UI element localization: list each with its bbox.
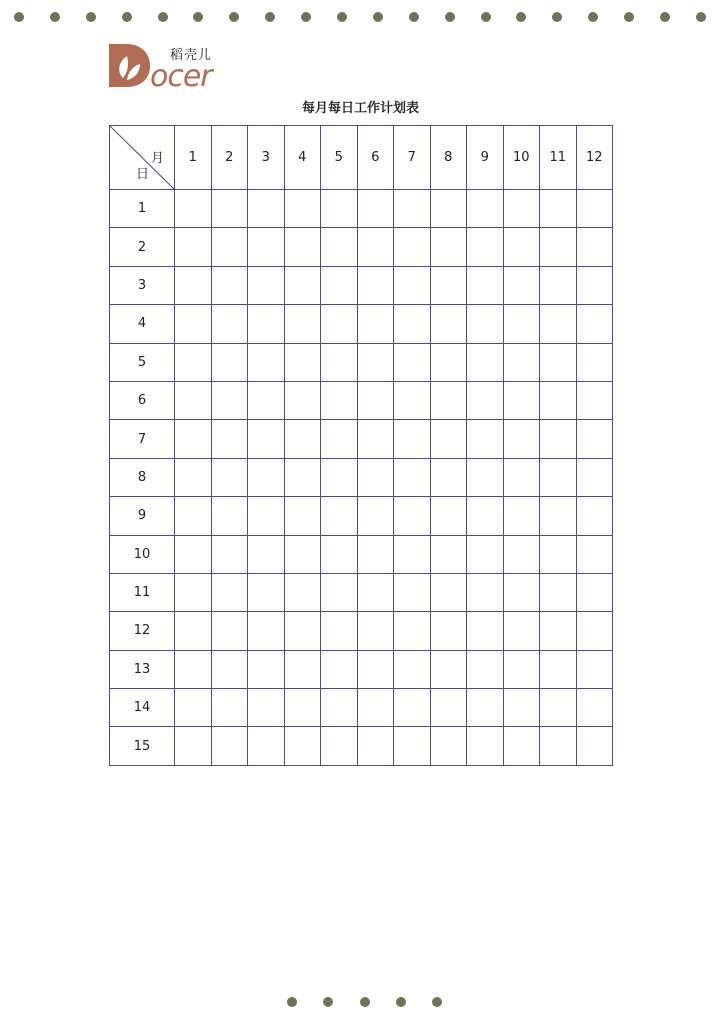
- plan-cell[interactable]: [394, 689, 431, 727]
- plan-cell[interactable]: [284, 343, 321, 381]
- plan-cell[interactable]: [357, 573, 394, 611]
- plan-cell[interactable]: [248, 190, 285, 228]
- plan-cell[interactable]: [211, 573, 248, 611]
- month-header: 9: [467, 126, 504, 190]
- plan-cell[interactable]: [321, 727, 358, 765]
- decorative-dot: [50, 12, 60, 22]
- plan-cell[interactable]: [576, 535, 613, 573]
- decorative-dot: [158, 12, 168, 22]
- month-header: 1: [175, 126, 212, 190]
- plan-cell[interactable]: [576, 381, 613, 419]
- plan-cell[interactable]: [175, 420, 212, 458]
- decorative-dot: [373, 12, 383, 22]
- plan-cell[interactable]: [576, 458, 613, 496]
- day-label: 1: [110, 190, 175, 228]
- bottom-dot-border: [287, 997, 442, 1007]
- plan-cell[interactable]: [394, 535, 431, 573]
- plan-cell[interactable]: [175, 266, 212, 304]
- plan-cell[interactable]: [394, 190, 431, 228]
- month-header: 11: [540, 126, 577, 190]
- plan-cell[interactable]: [576, 305, 613, 343]
- table-row: [110, 228, 613, 266]
- plan-cell[interactable]: [321, 535, 358, 573]
- plan-cell[interactable]: [540, 305, 577, 343]
- decorative-dot: [265, 12, 275, 22]
- plan-cell[interactable]: [321, 420, 358, 458]
- plan-cell[interactable]: [175, 305, 212, 343]
- plan-cell[interactable]: [211, 727, 248, 765]
- decorative-dot: [360, 997, 370, 1007]
- plan-cell[interactable]: [430, 343, 467, 381]
- day-label: 15: [110, 727, 175, 765]
- plan-cell[interactable]: [321, 497, 358, 535]
- plan-cell[interactable]: [357, 727, 394, 765]
- plan-cell[interactable]: [321, 266, 358, 304]
- day-label: 8: [110, 458, 175, 496]
- plan-cell[interactable]: [503, 689, 540, 727]
- plan-cell[interactable]: [394, 458, 431, 496]
- plan-cell[interactable]: [394, 727, 431, 765]
- table-row: [110, 535, 613, 573]
- table-row: [110, 650, 613, 688]
- plan-cell[interactable]: [357, 612, 394, 650]
- plan-cell[interactable]: [430, 228, 467, 266]
- month-header: 12: [576, 126, 613, 190]
- plan-cell[interactable]: [576, 727, 613, 765]
- plan-cell[interactable]: [248, 420, 285, 458]
- plan-cell[interactable]: [211, 381, 248, 419]
- plan-cell[interactable]: [540, 266, 577, 304]
- plan-cell[interactable]: [284, 305, 321, 343]
- plan-cell[interactable]: [284, 573, 321, 611]
- plan-cell[interactable]: [430, 420, 467, 458]
- plan-cell[interactable]: [175, 535, 212, 573]
- plan-cell[interactable]: [540, 497, 577, 535]
- plan-cell[interactable]: [430, 458, 467, 496]
- plan-cell[interactable]: [357, 305, 394, 343]
- plan-cell[interactable]: [503, 305, 540, 343]
- plan-cell[interactable]: [576, 228, 613, 266]
- decorative-dot: [660, 12, 670, 22]
- plan-cell[interactable]: [357, 266, 394, 304]
- plan-cell[interactable]: [211, 190, 248, 228]
- table-row: [110, 612, 613, 650]
- plan-cell[interactable]: [321, 190, 358, 228]
- plan-cell[interactable]: [503, 420, 540, 458]
- plan-cell[interactable]: [467, 573, 504, 611]
- plan-cell[interactable]: [248, 573, 285, 611]
- plan-cell[interactable]: [284, 535, 321, 573]
- table-row: [110, 458, 613, 496]
- plan-cell[interactable]: [248, 266, 285, 304]
- day-label: 4: [110, 305, 175, 343]
- table-row: [110, 190, 613, 228]
- plan-cell[interactable]: [248, 458, 285, 496]
- plan-cell[interactable]: [284, 228, 321, 266]
- plan-cell[interactable]: [248, 497, 285, 535]
- plan-cell[interactable]: [175, 573, 212, 611]
- decorative-dot: [86, 12, 96, 22]
- plan-cell[interactable]: [503, 190, 540, 228]
- plan-cell[interactable]: [467, 305, 504, 343]
- table-header-row: [110, 126, 613, 190]
- plan-cell[interactable]: [540, 727, 577, 765]
- plan-cell[interactable]: [175, 343, 212, 381]
- plan-cell[interactable]: [503, 228, 540, 266]
- table-row: [110, 573, 613, 611]
- plan-cell[interactable]: [430, 612, 467, 650]
- plan-cell[interactable]: [467, 727, 504, 765]
- day-label: 7: [110, 420, 175, 458]
- plan-cell[interactable]: [430, 305, 467, 343]
- plan-cell[interactable]: [211, 535, 248, 573]
- day-label: 13: [110, 650, 175, 688]
- top-dot-border: [14, 12, 706, 22]
- month-axis-label: 月: [150, 151, 164, 166]
- plan-cell[interactable]: [175, 689, 212, 727]
- decorative-dot: [432, 997, 442, 1007]
- plan-cell[interactable]: [394, 343, 431, 381]
- logo-chinese-text: 稻壳儿: [170, 48, 213, 63]
- plan-cell[interactable]: [357, 420, 394, 458]
- plan-cell[interactable]: [394, 612, 431, 650]
- table-row: [110, 689, 613, 727]
- plan-cell[interactable]: [394, 305, 431, 343]
- month-header: 6: [357, 126, 394, 190]
- plan-cell[interactable]: [175, 497, 212, 535]
- plan-cell[interactable]: [321, 573, 358, 611]
- plan-cell[interactable]: [321, 228, 358, 266]
- decorative-dot: [396, 997, 406, 1007]
- table-row: [110, 305, 613, 343]
- plan-cell[interactable]: [394, 650, 431, 688]
- plan-cell[interactable]: [540, 228, 577, 266]
- plan-cell[interactable]: [321, 458, 358, 496]
- plan-cell[interactable]: [540, 343, 577, 381]
- plan-cell[interactable]: [321, 650, 358, 688]
- month-header: 4: [284, 126, 321, 190]
- plan-cell[interactable]: [576, 190, 613, 228]
- plan-cell[interactable]: [394, 420, 431, 458]
- plan-cell[interactable]: [430, 266, 467, 304]
- plan-cell[interactable]: [211, 420, 248, 458]
- svg-text:ocer: ocer: [150, 59, 212, 90]
- table-row: [110, 266, 613, 304]
- table-row: [110, 343, 613, 381]
- plan-cell[interactable]: [576, 650, 613, 688]
- plan-cell[interactable]: [357, 458, 394, 496]
- plan-cell[interactable]: [467, 381, 504, 419]
- plan-cell[interactable]: [248, 727, 285, 765]
- day-label: 2: [110, 228, 175, 266]
- plan-cell[interactable]: [430, 497, 467, 535]
- decorative-dot: [301, 12, 311, 22]
- decorative-dot: [122, 12, 132, 22]
- plan-cell[interactable]: [467, 497, 504, 535]
- plan-cell[interactable]: [284, 727, 321, 765]
- plan-cell[interactable]: [576, 266, 613, 304]
- plan-cell[interactable]: [503, 650, 540, 688]
- plan-cell[interactable]: [211, 689, 248, 727]
- plan-cell[interactable]: [576, 343, 613, 381]
- decorative-dot: [624, 12, 634, 22]
- plan-cell[interactable]: [394, 573, 431, 611]
- plan-cell[interactable]: [248, 305, 285, 343]
- decorative-dot: [445, 12, 455, 22]
- month-header: 3: [248, 126, 285, 190]
- plan-cell[interactable]: [467, 612, 504, 650]
- plan-cell[interactable]: [284, 420, 321, 458]
- plan-cell[interactable]: [540, 689, 577, 727]
- plan-cell[interactable]: [211, 305, 248, 343]
- plan-cell[interactable]: [503, 727, 540, 765]
- plan-cell[interactable]: [503, 458, 540, 496]
- plan-cell[interactable]: [503, 535, 540, 573]
- plan-cell[interactable]: [540, 381, 577, 419]
- plan-cell[interactable]: [540, 612, 577, 650]
- plan-cell[interactable]: [357, 343, 394, 381]
- plan-cell[interactable]: [211, 343, 248, 381]
- plan-cell[interactable]: [467, 266, 504, 304]
- plan-cell[interactable]: [175, 650, 212, 688]
- plan-cell[interactable]: [576, 689, 613, 727]
- plan-cell[interactable]: [284, 689, 321, 727]
- plan-cell[interactable]: [211, 266, 248, 304]
- plan-cell[interactable]: [503, 497, 540, 535]
- plan-cell[interactable]: [540, 535, 577, 573]
- plan-cell[interactable]: [430, 689, 467, 727]
- plan-cell[interactable]: [248, 381, 285, 419]
- plan-cell[interactable]: [175, 612, 212, 650]
- plan-cell[interactable]: [211, 458, 248, 496]
- plan-cell[interactable]: [284, 381, 321, 419]
- plan-cell[interactable]: [467, 343, 504, 381]
- month-header: 5: [321, 126, 358, 190]
- plan-cell[interactable]: [321, 343, 358, 381]
- plan-cell[interactable]: [175, 228, 212, 266]
- plan-cell[interactable]: [321, 381, 358, 419]
- month-header: 2: [211, 126, 248, 190]
- day-label: 14: [110, 689, 175, 727]
- plan-cell[interactable]: [503, 573, 540, 611]
- plan-cell[interactable]: [284, 266, 321, 304]
- day-label: 9: [110, 497, 175, 535]
- plan-cell[interactable]: [357, 535, 394, 573]
- decorative-dot: [14, 12, 24, 22]
- decorative-dot: [696, 12, 706, 22]
- docer-logo: [108, 42, 220, 90]
- decorative-dot: [516, 12, 526, 22]
- page-title: 每月每日工作计划表: [301, 101, 419, 116]
- corner-cell: [110, 126, 175, 190]
- table-row: [110, 497, 613, 535]
- plan-cell[interactable]: [321, 305, 358, 343]
- day-label: 12: [110, 612, 175, 650]
- plan-cell[interactable]: [467, 420, 504, 458]
- table-row: [110, 727, 613, 765]
- day-label: 3: [110, 266, 175, 304]
- plan-cell[interactable]: [284, 650, 321, 688]
- plan-cell[interactable]: [175, 190, 212, 228]
- month-header: 7: [394, 126, 431, 190]
- decorative-dot: [588, 12, 598, 22]
- day-axis-label: 日: [136, 167, 150, 182]
- plan-cell[interactable]: [284, 612, 321, 650]
- plan-cell[interactable]: [394, 497, 431, 535]
- plan-cell[interactable]: [248, 535, 285, 573]
- decorative-dot: [287, 997, 297, 1007]
- plan-cell[interactable]: [211, 497, 248, 535]
- decorative-dot: [552, 12, 562, 22]
- plan-cell[interactable]: [503, 266, 540, 304]
- plan-cell[interactable]: [211, 612, 248, 650]
- plan-cell[interactable]: [467, 458, 504, 496]
- plan-cell[interactable]: [211, 650, 248, 688]
- plan-cell[interactable]: [357, 497, 394, 535]
- plan-cell[interactable]: [357, 228, 394, 266]
- plan-cell[interactable]: [467, 535, 504, 573]
- day-label: 11: [110, 573, 175, 611]
- plan-cell[interactable]: [321, 612, 358, 650]
- work-plan-table: [109, 125, 613, 766]
- plan-cell[interactable]: [503, 343, 540, 381]
- plan-cell[interactable]: [357, 689, 394, 727]
- decorative-dot: [337, 12, 347, 22]
- plan-cell[interactable]: [576, 497, 613, 535]
- plan-cell[interactable]: [394, 266, 431, 304]
- plan-cell[interactable]: [467, 689, 504, 727]
- plan-cell[interactable]: [394, 228, 431, 266]
- plan-cell[interactable]: [321, 689, 358, 727]
- plan-cell[interactable]: [357, 381, 394, 419]
- month-header: 10: [503, 126, 540, 190]
- day-label: 10: [110, 535, 175, 573]
- plan-cell[interactable]: [576, 573, 613, 611]
- plan-cell[interactable]: [540, 420, 577, 458]
- plan-cell[interactable]: [540, 573, 577, 611]
- month-header: 8: [430, 126, 467, 190]
- plan-cell[interactable]: [467, 650, 504, 688]
- plan-cell[interactable]: [284, 190, 321, 228]
- plan-cell[interactable]: [430, 650, 467, 688]
- decorative-dot: [193, 12, 203, 22]
- plan-cell[interactable]: [284, 458, 321, 496]
- decorative-dot: [229, 12, 239, 22]
- plan-cell[interactable]: [284, 497, 321, 535]
- day-label: 5: [110, 343, 175, 381]
- plan-cell[interactable]: [248, 689, 285, 727]
- plan-cell[interactable]: [430, 727, 467, 765]
- plan-cell[interactable]: [357, 190, 394, 228]
- plan-cell[interactable]: [394, 381, 431, 419]
- plan-cell[interactable]: [248, 228, 285, 266]
- plan-cell[interactable]: [430, 535, 467, 573]
- plan-cell[interactable]: [211, 228, 248, 266]
- plan-cell[interactable]: [540, 458, 577, 496]
- plan-cell[interactable]: [430, 381, 467, 419]
- plan-cell[interactable]: [175, 381, 212, 419]
- plan-cell[interactable]: [175, 458, 212, 496]
- plan-cell[interactable]: [248, 612, 285, 650]
- plan-cell[interactable]: [248, 650, 285, 688]
- plan-cell[interactable]: [576, 420, 613, 458]
- plan-cell[interactable]: [503, 381, 540, 419]
- plan-cell[interactable]: [503, 612, 540, 650]
- plan-cell[interactable]: [540, 190, 577, 228]
- plan-cell[interactable]: [467, 228, 504, 266]
- table-row: [110, 381, 613, 419]
- plan-cell[interactable]: [357, 650, 394, 688]
- plan-cell[interactable]: [576, 612, 613, 650]
- decorative-dot: [323, 997, 333, 1007]
- plan-cell[interactable]: [430, 190, 467, 228]
- decorative-dot: [409, 12, 419, 22]
- table-row: [110, 420, 613, 458]
- plan-cell[interactable]: [430, 573, 467, 611]
- plan-cell[interactable]: [540, 650, 577, 688]
- decorative-dot: [481, 12, 491, 22]
- day-label: 6: [110, 381, 175, 419]
- plan-cell[interactable]: [467, 190, 504, 228]
- plan-cell[interactable]: [248, 343, 285, 381]
- plan-cell[interactable]: [175, 727, 212, 765]
